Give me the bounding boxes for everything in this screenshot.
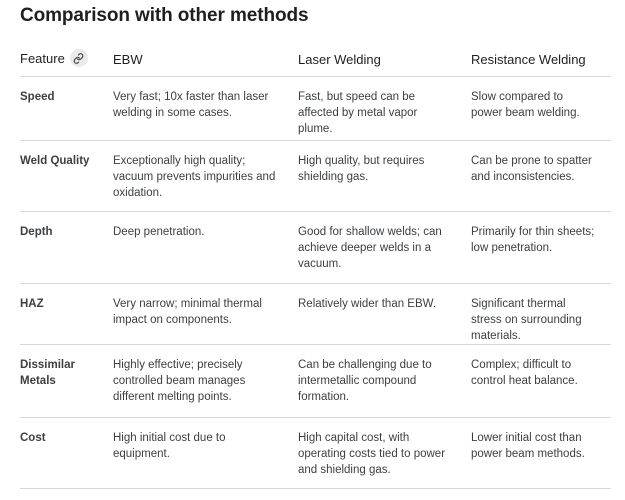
header-resistance-welding: Resistance Welding [471, 42, 611, 77]
ebw-cell: Very fast; 10x faster than laser welding in some cases. [113, 77, 298, 141]
laser-cell: Fast, but speed can be affected by metal vapor plume. [298, 77, 471, 141]
resistance-cell: Lower initial cost than power beam methods. [471, 418, 611, 489]
ebw-cell: High initial cost due to equipment. [113, 418, 298, 489]
table-row [20, 212, 611, 284]
table-row [20, 418, 611, 489]
table-row [20, 141, 611, 212]
laser-cell: Good for shallow welds; can achieve deeper welds in a vacuum. [298, 212, 471, 284]
resistance-cell: Primarily for thin sheets; low penetration. [471, 212, 611, 284]
header-laser-welding: Laser Welding [298, 42, 471, 77]
table-row [20, 345, 611, 418]
ebw-cell: Deep penetration. [113, 212, 298, 284]
header-ebw: EBW [113, 42, 298, 77]
link-icon[interactable] [70, 49, 88, 67]
table-header-row [20, 42, 611, 77]
comparison-table [20, 42, 611, 489]
header-feature [20, 42, 113, 77]
ebw-cell: Very narrow; minimal thermal impact on components. [113, 284, 298, 345]
resistance-cell: Slow compared to power beam welding. [471, 77, 611, 141]
resistance-cell: Complex; difficult to control heat balance. [471, 345, 611, 418]
feature-cell: Speed [20, 77, 113, 141]
table-row [20, 284, 611, 345]
resistance-cell: Can be prone to spatter and inconsistencies. [471, 141, 611, 212]
feature-cell: Weld Quality [20, 141, 113, 212]
header-label: Feature [20, 50, 65, 66]
laser-cell: Can be challenging due to intermetallic compound formation. [298, 345, 471, 418]
feature-cell: HAZ [20, 284, 113, 345]
table-row [20, 77, 611, 141]
feature-cell: Dissimilar Metals [20, 345, 113, 418]
page-title: Comparison with other methods [20, 5, 309, 26]
laser-cell: Relatively wider than EBW. [298, 284, 471, 345]
laser-cell: High capital cost, with operating costs tied to power and shielding gas. [298, 418, 471, 489]
resistance-cell: Significant thermal stress on surrounding materials. [471, 284, 611, 345]
ebw-cell: Highly effective; precisely controlled beam manages different melting points. [113, 345, 298, 418]
feature-cell: Depth [20, 212, 113, 284]
laser-cell: High quality, but requires shielding gas. [298, 141, 471, 212]
feature-cell: Cost [20, 418, 113, 489]
ebw-cell: Exceptionally high quality; vacuum prevents impurities and oxidation. [113, 141, 298, 212]
